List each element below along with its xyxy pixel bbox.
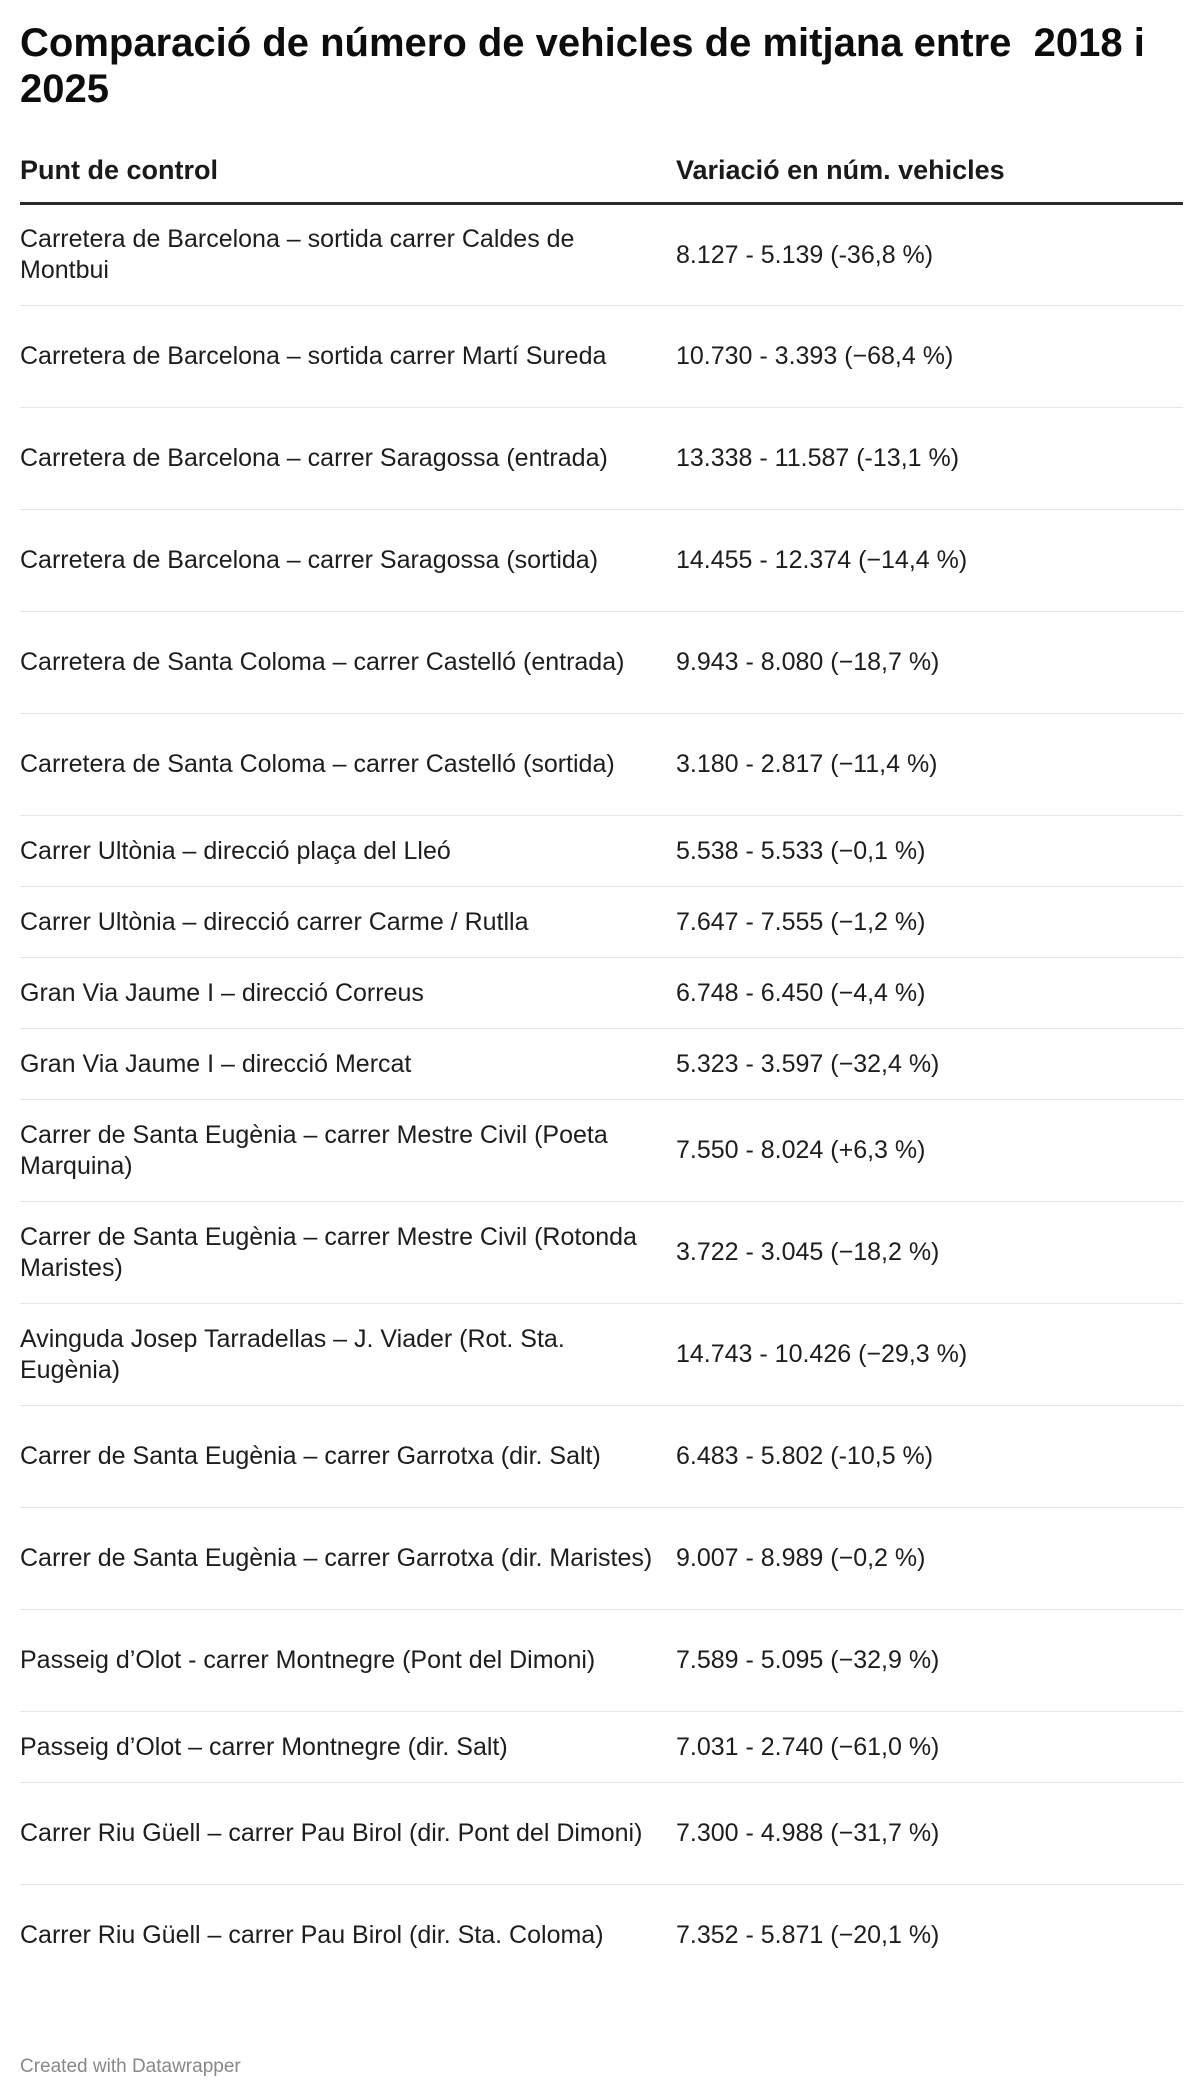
table-row <box>20 1100 1183 1202</box>
table-body <box>20 204 1183 1987</box>
cell-place: Carrer de Santa Eugènia – carrer Mestre Civil (Poeta Marquina) <box>20 1100 676 1202</box>
table-header <box>20 154 1183 204</box>
table-row <box>20 612 1183 714</box>
table-row <box>20 1029 1183 1100</box>
cell-variation: 13.338 - 11.587 (-13,1 %) <box>676 408 1183 510</box>
table-row <box>20 1202 1183 1304</box>
chart-title: Comparació de número de vehicles de mitjana entre 2018 i 2025 <box>20 21 1156 111</box>
cell-place: Carretera de Barcelona – carrer Saragossa (entrada) <box>20 408 676 510</box>
cell-variation: 8.127 - 5.139 (-36,8 %) <box>676 204 1183 306</box>
cell-variation: 7.300 - 4.988 (−31,7 %) <box>676 1783 1183 1885</box>
table-row <box>20 887 1183 958</box>
column-header-variation: Variació en núm. vehicles <box>676 154 1183 204</box>
cell-place: Carretera de Barcelona – sortida carrer Martí Sureda <box>20 306 676 408</box>
table-row <box>20 816 1183 887</box>
cell-place: Carrer Ultònia – direcció plaça del Lleó <box>20 816 676 887</box>
cell-place: Carrer de Santa Eugènia – carrer Garrotxa (dir. Salt) <box>20 1406 676 1508</box>
cell-place: Passeig d’Olot – carrer Montnegre (dir. Salt) <box>20 1712 676 1783</box>
cell-variation: 7.647 - 7.555 (−1,2 %) <box>676 887 1183 958</box>
table-row <box>20 958 1183 1029</box>
cell-variation: 7.589 - 5.095 (−32,9 %) <box>676 1610 1183 1712</box>
table-row <box>20 1508 1183 1610</box>
table-row <box>20 1712 1183 1783</box>
cell-place: Carretera de Barcelona – sortida carrer Caldes de Montbui <box>20 204 676 306</box>
cell-place: Carretera de Santa Coloma – carrer Castelló (entrada) <box>20 612 676 714</box>
cell-place: Carrer Riu Güell – carrer Pau Birol (dir. Sta. Coloma) <box>20 1921 604 1950</box>
cell-place: Gran Via Jaume I – direcció Correus <box>20 958 676 1029</box>
cell-place: Gran Via Jaume I – direcció Mercat <box>20 1029 676 1100</box>
cell-place: Passeig d’Olot - carrer Montnegre (Pont del Dimoni) <box>20 1610 676 1712</box>
cell-place: Carrer de Santa Eugènia – carrer Mestre Civil (Rotonda Maristes) <box>20 1202 676 1304</box>
cell-variation: 9.007 - 8.989 (−0,2 %) <box>676 1508 1183 1610</box>
table-row <box>20 1304 1183 1406</box>
cell-variation: 7.352 - 5.871 (−20,1 %) <box>676 1921 940 1950</box>
table-row <box>20 714 1183 816</box>
column-header-place: Punt de control <box>20 154 676 204</box>
cell-variation: 10.730 - 3.393 (−68,4 %) <box>676 306 1183 408</box>
cell-place: Carrer Ultònia – direcció carrer Carme / Rutlla <box>20 887 676 958</box>
cell-variation: 14.455 - 12.374 (−14,4 %) <box>676 510 1183 612</box>
cell-variation: 9.943 - 8.080 (−18,7 %) <box>676 612 1183 714</box>
cell-variation: 7.550 - 8.024 (+6,3 %) <box>676 1100 1183 1202</box>
cell-variation: 6.748 - 6.450 (−4,4 %) <box>676 958 1183 1029</box>
datawrapper-credit: Created with Datawrapper <box>20 2056 241 2077</box>
cell-place: Carrer de Santa Eugènia – carrer Garrotxa (dir. Maristes) <box>20 1508 676 1610</box>
table-row <box>20 204 1183 306</box>
table-row <box>20 1885 1183 1987</box>
cell-place: Avinguda Josep Tarradellas – J. Viader (Rot. Sta. Eugènia) <box>20 1304 676 1406</box>
cell-place: Carretera de Barcelona – carrer Saragossa (sortida) <box>20 510 676 612</box>
header-row <box>20 154 1183 204</box>
cell-variation: 3.722 - 3.045 (−18,2 %) <box>676 1202 1183 1304</box>
cell-variation: 14.743 - 10.426 (−29,3 %) <box>676 1304 1183 1406</box>
table-row <box>20 1610 1183 1712</box>
cell-place: Carretera de Santa Coloma – carrer Castelló (sortida) <box>20 714 676 816</box>
cell-place: Carrer Riu Güell – carrer Pau Birol (dir. Pont del Dimoni) <box>20 1783 676 1885</box>
data-table <box>20 154 1183 1987</box>
table-row <box>20 510 1183 612</box>
cell-variation: 6.483 - 5.802 (-10,5 %) <box>676 1406 1183 1508</box>
cell-variation: 3.180 - 2.817 (−11,4 %) <box>676 714 1183 816</box>
cell-variation: 5.538 - 5.533 (−0,1 %) <box>676 816 1183 887</box>
table-row <box>20 1406 1183 1508</box>
table-row <box>20 408 1183 510</box>
table-row <box>20 306 1183 408</box>
cell-variation: 7.031 - 2.740 (−61,0 %) <box>676 1712 1183 1783</box>
table-row <box>20 1783 1183 1885</box>
cell-variation: 5.323 - 3.597 (−32,4 %) <box>676 1029 1183 1100</box>
